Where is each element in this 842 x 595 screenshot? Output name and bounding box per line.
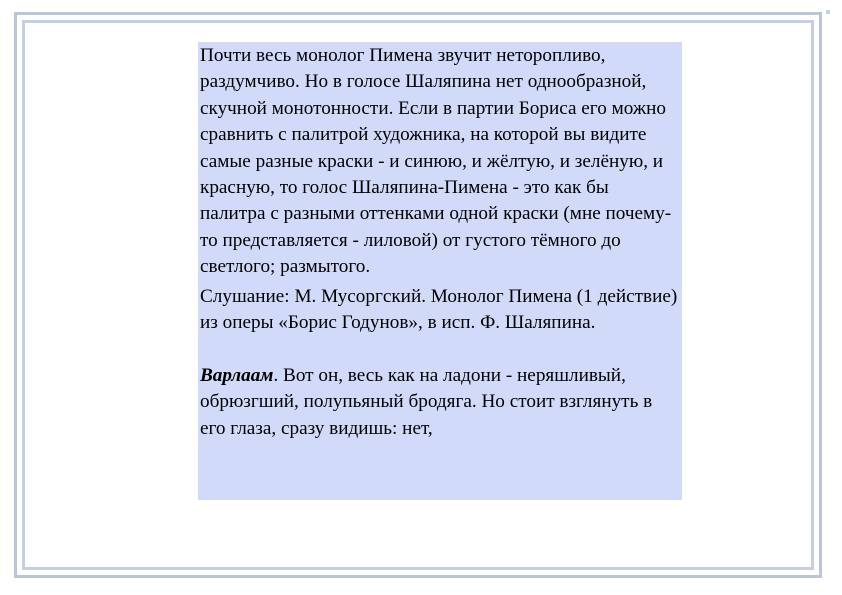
frame-corner [826, 10, 830, 14]
text-block [198, 42, 682, 500]
paragraph-listening: Слушание: М. Мусоргский. Монолог Пимена (1 действие) из оперы «Борис Годунов», в исп. Ф. Шаляпина. [200, 285, 678, 334]
varlaam-name: Варлаам [200, 364, 274, 386]
blank-line [200, 336, 678, 362]
paragraph-varlaam [200, 363, 678, 442]
paragraph-pimen: Почти весь монолог Пимена звучит неторопливо, раздумчиво. Но в голосе Шаляпина нет однообразной, скучной монотонности. Если в партии Бориса его можно сравнить с палитрой художника, на которой вы видите самые разные краски - и синюю, и жёлтую, и зелёную, и красную, то голос Шаляпина-Пимена - это как бы палитра с разными оттенками одной краски (мне почему-то представляется - лиловой) от густого тёмного до светлого; размытого. [200, 45, 672, 278]
varlaam-text: . Вот он, весь как на ладони - неряшливый, обрюзгший, полупьяный бродяга. Но стоит взглянуть в его глаза, сразу видишь: нет, [200, 364, 653, 439]
